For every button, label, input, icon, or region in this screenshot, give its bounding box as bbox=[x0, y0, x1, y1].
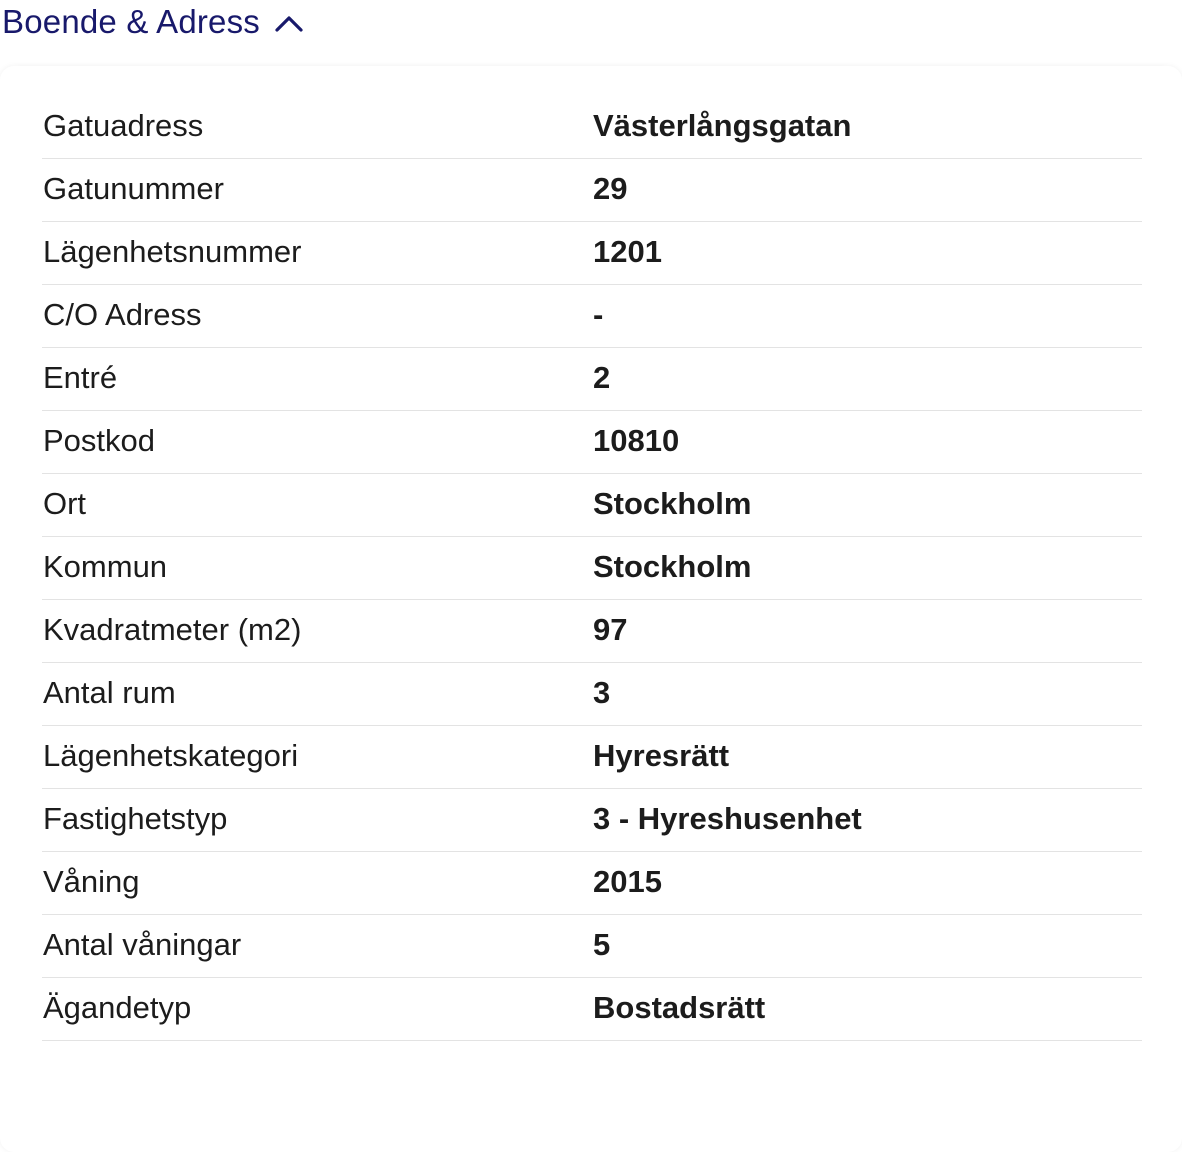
table-row bbox=[42, 978, 1142, 1041]
row-label: Postkod bbox=[43, 423, 156, 458]
table-row bbox=[42, 96, 1142, 159]
table-row bbox=[42, 474, 1142, 537]
section-title: Boende & Adress bbox=[2, 3, 261, 40]
address-details-table bbox=[42, 96, 1142, 1041]
table-row bbox=[42, 411, 1142, 474]
row-label: Entré bbox=[43, 360, 118, 395]
table-row bbox=[42, 726, 1142, 789]
row-label: Antal våningar bbox=[43, 927, 242, 962]
row-value: 29 bbox=[593, 171, 628, 206]
row-label: Ort bbox=[43, 486, 87, 521]
row-value: 10810 bbox=[593, 423, 680, 458]
address-details-card bbox=[0, 66, 1182, 1152]
table-row bbox=[42, 852, 1142, 915]
row-value: 1201 bbox=[593, 234, 662, 269]
table-row bbox=[42, 222, 1142, 285]
row-value: 2 bbox=[593, 360, 611, 395]
table-row bbox=[42, 600, 1142, 663]
row-label: Fastighetstyp bbox=[43, 801, 228, 836]
row-label: Lägenhetskategori bbox=[43, 738, 299, 773]
row-value: 5 bbox=[593, 927, 611, 962]
row-label: C/O Adress bbox=[43, 297, 202, 332]
row-value: 3 - Hyreshusenhet bbox=[593, 801, 862, 836]
row-value: Västerlångsgatan bbox=[593, 108, 852, 143]
row-value: 97 bbox=[593, 612, 628, 647]
table-row bbox=[42, 537, 1142, 600]
row-label: Ägandetyp bbox=[43, 990, 192, 1025]
table-row bbox=[42, 915, 1142, 978]
table-row bbox=[42, 789, 1142, 852]
row-label: Antal rum bbox=[43, 675, 176, 710]
section-header-toggle[interactable] bbox=[2, 0, 304, 44]
table-row bbox=[42, 159, 1142, 222]
row-value: Bostadsrätt bbox=[593, 990, 766, 1025]
row-label: Kommun bbox=[43, 549, 168, 584]
row-value: Stockholm bbox=[593, 549, 752, 584]
row-label: Lägenhetsnummer bbox=[43, 234, 302, 269]
row-value: Stockholm bbox=[593, 486, 752, 521]
row-value: - bbox=[593, 297, 604, 332]
chevron-up-icon[interactable] bbox=[274, 13, 304, 33]
row-value: 2015 bbox=[593, 864, 662, 899]
row-label: Gatunummer bbox=[43, 171, 224, 206]
row-label: Kvadratmeter (m2) bbox=[43, 612, 302, 647]
row-label: Gatuadress bbox=[43, 108, 204, 143]
row-value: Hyresrätt bbox=[593, 738, 730, 773]
table-row bbox=[42, 663, 1142, 726]
row-label: Våning bbox=[43, 864, 140, 899]
table-row bbox=[42, 348, 1142, 411]
table-row bbox=[42, 285, 1142, 348]
row-value: 3 bbox=[593, 675, 611, 710]
